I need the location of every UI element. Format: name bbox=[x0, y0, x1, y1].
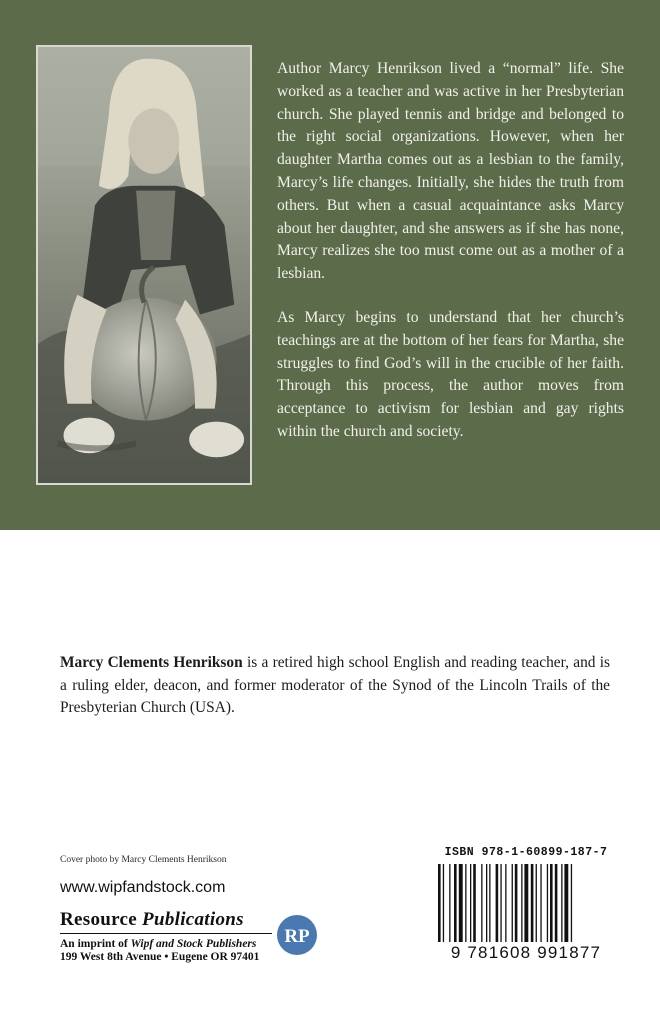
rp-logo-text: RP bbox=[284, 926, 310, 947]
cover-photo-credit: Cover photo by Marcy Clements Henrikson bbox=[60, 855, 227, 865]
barcode-bar bbox=[470, 864, 471, 942]
isbn-label: ISBN 978-1-60899-187-7 bbox=[444, 846, 608, 859]
publisher-name-word: Publications bbox=[142, 909, 244, 930]
barcode-bar bbox=[564, 864, 568, 942]
barcode-bar bbox=[512, 864, 513, 942]
barcode-bar bbox=[547, 864, 548, 942]
barcode-bar bbox=[521, 864, 522, 942]
barcode-bar bbox=[449, 864, 450, 942]
barcode-bar bbox=[536, 864, 537, 942]
author-name: Marcy Clements Henrikson bbox=[60, 654, 243, 671]
publisher-block bbox=[60, 909, 272, 963]
barcode-bar bbox=[443, 864, 444, 942]
barcode-bar bbox=[459, 864, 463, 942]
barcode-bar bbox=[473, 864, 476, 942]
barcode-bar bbox=[505, 864, 506, 942]
imprint-name: Wipf and Stock Publishers bbox=[130, 938, 257, 950]
isbn-barcode bbox=[437, 864, 615, 942]
barcode-bar bbox=[481, 864, 482, 942]
barcode-bar bbox=[486, 864, 487, 942]
barcode-bar bbox=[524, 864, 528, 942]
barcode-digits: 9 781608 991877 bbox=[450, 943, 602, 962]
barcode-bar bbox=[571, 864, 572, 942]
publisher-name-word: Resource bbox=[60, 909, 137, 930]
back-cover-blurb bbox=[277, 58, 624, 465]
barcode-bar bbox=[489, 864, 490, 942]
cover-photo bbox=[36, 45, 252, 485]
barcode-bar bbox=[438, 864, 441, 942]
publisher-website: www.wipfandstock.com bbox=[60, 879, 226, 896]
girl-with-pumpkin-photo bbox=[38, 47, 250, 483]
barcode-bar bbox=[500, 864, 501, 942]
barcode-bar bbox=[555, 864, 558, 942]
barcode-bar bbox=[540, 864, 541, 942]
author-bio-text: is a retired high school English and reading teacher, and is a ruling elder, deacon, and former moderator of the Synod of the Lincoln Trails of the Presbyterian Church (USA). bbox=[60, 654, 610, 717]
barcode-bar bbox=[550, 864, 553, 942]
barcode-bar bbox=[515, 864, 518, 942]
imprint-prefix: An imprint of bbox=[60, 938, 131, 950]
blurb-paragraph: As Marcy begins to understand that her church’s teachings are at the bottom of her fears for Martha, she struggles to find God’s will in the crucible of her faith. Through this process, the author moves from acceptance to activism for lesbian and gay rights within the church and society. bbox=[277, 308, 624, 440]
barcode-bar bbox=[454, 864, 457, 942]
blurb-paragraph: Author Marcy Henrikson lived a “normal” life. She worked as a teacher and was active in her Presbyterian church. She played tennis and bridge and belonged to the right social organizations. However, when her daughter Martha comes out as a lesbian to the family, Marcy’s life changes. Initially, she hides the truth from others. But when a casual acquaintance asks Marcy about her daughter, and she answers as if she has none, Marcy realizes she too must come out as a mother of a lesbian. bbox=[277, 60, 624, 283]
publisher-address: 199 West 8th Avenue • Eugene OR 97401 bbox=[60, 951, 260, 963]
rp-logo-icon bbox=[276, 914, 318, 956]
publisher-imprint bbox=[60, 938, 272, 950]
author-bio bbox=[60, 652, 610, 720]
barcode-bar bbox=[465, 864, 466, 942]
barcode-bar bbox=[561, 864, 562, 942]
barcode-bar bbox=[496, 864, 499, 942]
barcode-bar bbox=[531, 864, 534, 942]
publisher-name bbox=[60, 909, 272, 934]
